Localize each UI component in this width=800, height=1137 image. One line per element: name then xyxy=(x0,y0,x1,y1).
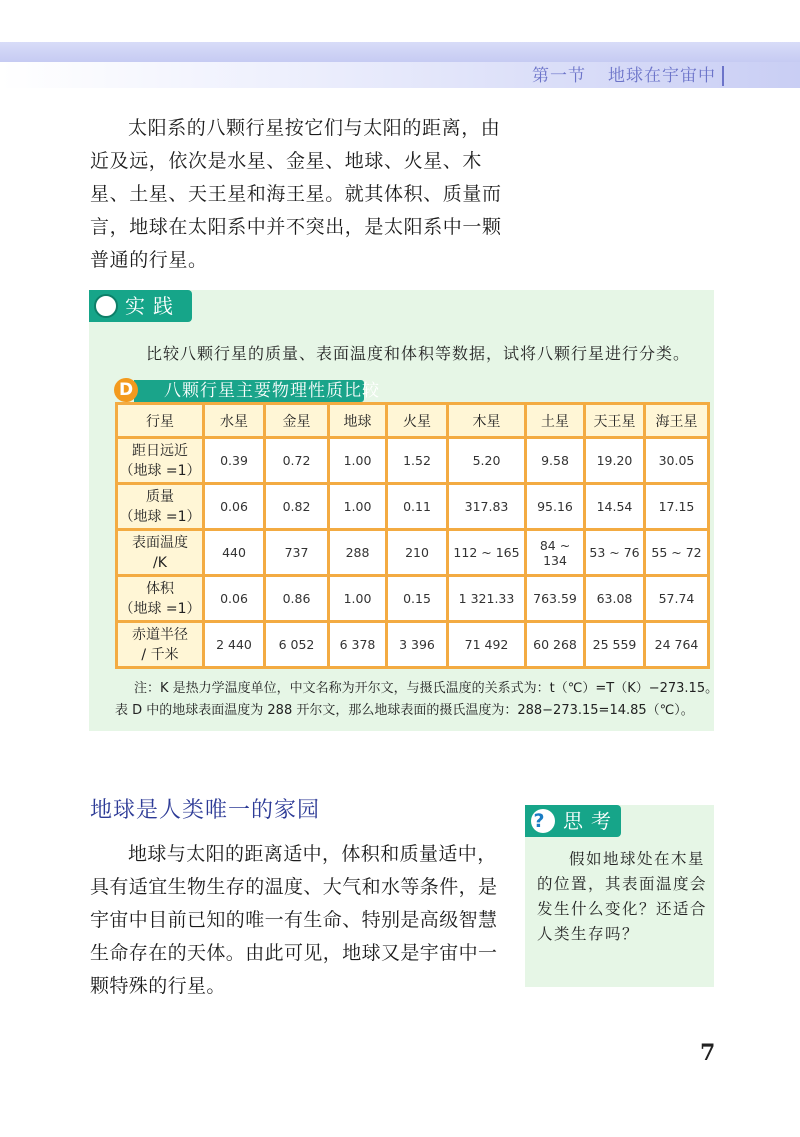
table-row xyxy=(117,622,709,668)
row-label-unit: （地球 =1） xyxy=(119,600,201,617)
row-label-unit: （地球 =1） xyxy=(119,462,201,479)
table-cell: 25 559 xyxy=(585,622,645,668)
table-cell: 0.06 xyxy=(204,484,265,530)
table-cell: 19.20 xyxy=(585,438,645,484)
table-header-cell: 火星 xyxy=(387,404,448,438)
table-cell: 0.82 xyxy=(265,484,329,530)
table-cell: 60 268 xyxy=(526,622,585,668)
table-cell: 6 052 xyxy=(265,622,329,668)
table-cell: 1.00 xyxy=(329,438,387,484)
table-cell: 0.15 xyxy=(387,576,448,622)
row-label xyxy=(117,484,204,530)
table-cell: 0.06 xyxy=(204,576,265,622)
table-cell: 3 396 xyxy=(387,622,448,668)
table-cell: 112 ~ 165 xyxy=(448,530,526,576)
row-label-unit: （地球 =1） xyxy=(119,508,201,525)
table-cell: 0.11 xyxy=(387,484,448,530)
table-header-cell: 天王星 xyxy=(585,404,645,438)
table-cell: 95.16 xyxy=(526,484,585,530)
table-cell: 30.05 xyxy=(645,438,709,484)
row-label-line: 质量 xyxy=(146,488,174,505)
table-cell: 0.72 xyxy=(265,438,329,484)
practice-label: 实践 xyxy=(125,294,181,318)
table-cell: 0.39 xyxy=(204,438,265,484)
section-body: 地球与太阳的距离适中，体积和质量适中，具有适宜生物生存的温度、大气和水等条件，是宇宙中目前已知的唯一有生命、特别是高级智慧生命存在的天体。由此可见，地球又是宇宙中一颗特殊的行星。 xyxy=(90,843,498,997)
table-cell: 1.52 xyxy=(387,438,448,484)
row-label-line: 体积 xyxy=(146,580,174,597)
table-cell: 317.83 xyxy=(448,484,526,530)
table-badge: D xyxy=(114,378,138,402)
row-label xyxy=(117,438,204,484)
table-cell: 763.59 xyxy=(526,576,585,622)
row-label-line: 距日远近 xyxy=(132,442,188,459)
table-row xyxy=(117,576,709,622)
table-cell: 440 xyxy=(204,530,265,576)
table-cell: 5.20 xyxy=(448,438,526,484)
think-tag xyxy=(525,805,621,837)
table-header-row xyxy=(117,404,709,438)
table-header-cell: 土星 xyxy=(526,404,585,438)
table-cell: 737 xyxy=(265,530,329,576)
running-header xyxy=(532,63,716,89)
table-cell: 57.74 xyxy=(645,576,709,622)
row-label-line: 表面温度 xyxy=(132,534,188,551)
table-cell: 53 ~ 76 xyxy=(585,530,645,576)
table-cell: 24 764 xyxy=(645,622,709,668)
row-label xyxy=(117,530,204,576)
practice-tag xyxy=(89,290,192,322)
row-label-line: 赤道半径 xyxy=(132,626,188,643)
table-header-cell: 行星 xyxy=(117,404,204,438)
intro-paragraph: 太阳系的八颗行星按它们与太阳的距离，由近及远，依次是水星、金星、地球、火星、木星、土星、天王星和海王星。就其体积、质量而言，地球在太阳系中并不突出，是太阳系中一颗普通的行星。 xyxy=(90,117,502,271)
table-cell: 1 321.33 xyxy=(448,576,526,622)
table-cell: 9.58 xyxy=(526,438,585,484)
table-note-2: 表 D 中的地球表面温度为 288 开尔文，那么地球表面的摄氏温度为：288−273.15=14.85（℃）。 xyxy=(115,703,694,718)
row-label-unit: / 千米 xyxy=(141,646,179,663)
table-row xyxy=(117,438,709,484)
header-title: 地球在宇宙中 xyxy=(608,66,716,86)
table-cell: 1.00 xyxy=(329,576,387,622)
table-cell: 55 ~ 72 xyxy=(645,530,709,576)
practice-icon xyxy=(94,294,118,318)
table-cell: 63.08 xyxy=(585,576,645,622)
think-box xyxy=(525,805,714,987)
think-label: 思考 xyxy=(563,809,619,833)
header-section: 第一节 xyxy=(532,66,586,86)
table-header-cell: 金星 xyxy=(265,404,329,438)
header-ribbon-top xyxy=(0,42,800,64)
row-label xyxy=(117,622,204,668)
table-note-1: 注：K 是热力学温度单位，中文名称为开尔文，与摄氏温度的关系式为：t（℃）=T（K）−273.15。 xyxy=(134,681,719,696)
table-cell: 71 492 xyxy=(448,622,526,668)
table-title-text: 八颗行星主要物理性质比较 xyxy=(164,381,380,401)
page-number: 7 xyxy=(700,1040,716,1066)
table-row xyxy=(117,530,709,576)
table-row xyxy=(117,484,709,530)
table-cell: 6 378 xyxy=(329,622,387,668)
question-icon: ? xyxy=(531,809,555,833)
planet-table xyxy=(115,402,710,669)
table-cell: 84 ~ 134 xyxy=(526,530,585,576)
table-header-cell: 地球 xyxy=(329,404,387,438)
table-cell: 14.54 xyxy=(585,484,645,530)
section-heading: 地球是人类唯一的家园 xyxy=(90,798,321,823)
think-question: 假如地球处在木星的位置，其表面温度会发生什么变化？还适合人类生存吗？ xyxy=(537,850,708,943)
table-cell: 210 xyxy=(387,530,448,576)
practice-prompt: 比较八颗行星的质量、表面温度和体积等数据，试将八颗行星进行分类。 xyxy=(146,344,691,363)
header-divider xyxy=(722,66,724,86)
table-title-bar xyxy=(134,380,380,402)
table-cell: 0.86 xyxy=(265,576,329,622)
table-header-cell: 水星 xyxy=(204,404,265,438)
table-header-cell: 海王星 xyxy=(645,404,709,438)
table-cell: 288 xyxy=(329,530,387,576)
row-label xyxy=(117,576,204,622)
table-cell: 17.15 xyxy=(645,484,709,530)
table-header-cell: 木星 xyxy=(448,404,526,438)
table-cell: 1.00 xyxy=(329,484,387,530)
table-cell: 2 440 xyxy=(204,622,265,668)
row-label-unit: /K xyxy=(153,554,167,571)
